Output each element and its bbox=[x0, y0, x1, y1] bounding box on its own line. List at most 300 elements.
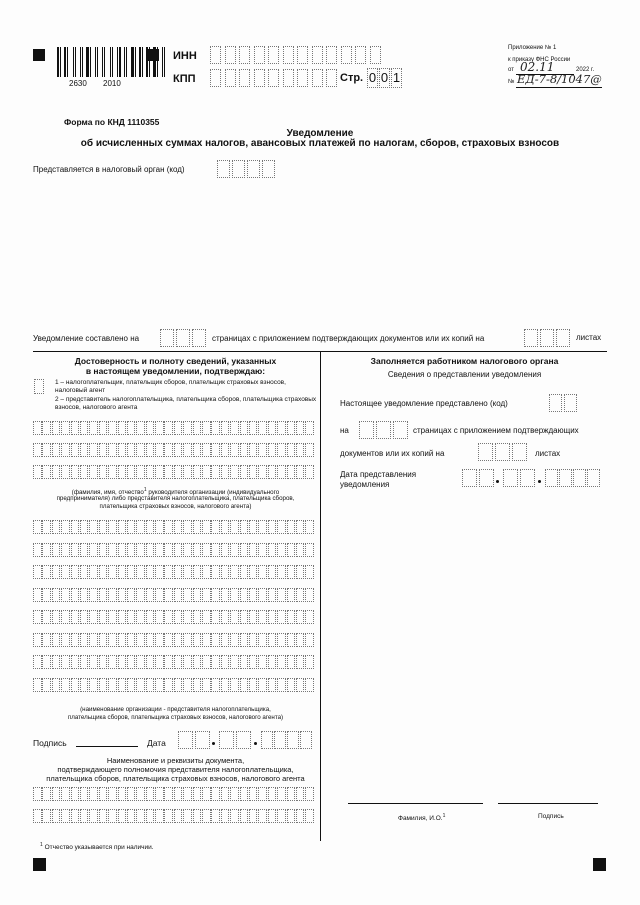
grid-cell[interactable] bbox=[174, 543, 183, 557]
grid-cell[interactable] bbox=[211, 678, 220, 692]
input-cell[interactable] bbox=[549, 394, 562, 412]
grid-cell[interactable] bbox=[183, 421, 192, 435]
grid-cell[interactable] bbox=[71, 787, 80, 801]
grid-cell[interactable] bbox=[211, 610, 220, 624]
officer-signature-line[interactable] bbox=[498, 803, 598, 804]
grid-cell[interactable] bbox=[52, 809, 61, 823]
grid-cell[interactable] bbox=[99, 809, 108, 823]
grid-cell[interactable] bbox=[118, 543, 127, 557]
grid-cell[interactable] bbox=[108, 809, 117, 823]
input-cell[interactable] bbox=[261, 731, 273, 749]
grid-cell[interactable] bbox=[61, 520, 70, 534]
grid-cell[interactable] bbox=[249, 633, 258, 647]
grid-cell[interactable] bbox=[183, 787, 192, 801]
grid-cell[interactable] bbox=[71, 610, 80, 624]
input-cell[interactable] bbox=[573, 469, 586, 487]
input-cell[interactable] bbox=[268, 46, 279, 64]
signer-type-cell[interactable] bbox=[34, 379, 44, 394]
input-cell[interactable] bbox=[479, 469, 494, 487]
grid-cell[interactable] bbox=[183, 465, 192, 479]
grid-cell[interactable] bbox=[183, 520, 192, 534]
input-cell[interactable] bbox=[297, 69, 308, 87]
input-cell[interactable] bbox=[247, 160, 260, 178]
grid-cell[interactable] bbox=[71, 678, 80, 692]
grid-cell[interactable] bbox=[240, 543, 249, 557]
grid-cell[interactable] bbox=[211, 565, 220, 579]
grid-cell[interactable] bbox=[277, 633, 286, 647]
grid-row[interactable] bbox=[33, 465, 315, 479]
grid-cell[interactable] bbox=[183, 610, 192, 624]
grid-row[interactable] bbox=[33, 520, 315, 534]
grid-cell[interactable] bbox=[240, 520, 249, 534]
input-cell[interactable] bbox=[283, 69, 294, 87]
grid-cell[interactable] bbox=[305, 655, 314, 669]
grid-cell[interactable] bbox=[42, 678, 51, 692]
grid-cell[interactable] bbox=[99, 520, 108, 534]
grid-cell[interactable] bbox=[183, 678, 192, 692]
input-cell[interactable] bbox=[478, 443, 493, 461]
grid-cell[interactable] bbox=[52, 465, 61, 479]
grid-cell[interactable] bbox=[33, 421, 42, 435]
grid-cell[interactable] bbox=[221, 610, 230, 624]
grid-cell[interactable] bbox=[118, 520, 127, 534]
grid-cell[interactable] bbox=[99, 610, 108, 624]
grid-cell[interactable] bbox=[277, 787, 286, 801]
grid-cell[interactable] bbox=[305, 520, 314, 534]
grid-cell[interactable] bbox=[89, 610, 98, 624]
grid-cell[interactable] bbox=[164, 610, 173, 624]
grid-cell[interactable] bbox=[193, 520, 202, 534]
grid-cell[interactable] bbox=[99, 787, 108, 801]
grid-cell[interactable] bbox=[80, 520, 89, 534]
input-cell[interactable] bbox=[210, 46, 221, 64]
grid-cell[interactable] bbox=[146, 465, 155, 479]
grid-cell[interactable] bbox=[287, 588, 296, 602]
grid-cell[interactable] bbox=[221, 443, 230, 457]
grid-cell[interactable] bbox=[42, 421, 51, 435]
input-cell[interactable] bbox=[176, 329, 190, 347]
grid-cell[interactable] bbox=[193, 787, 202, 801]
grid-cell[interactable] bbox=[52, 633, 61, 647]
input-cell[interactable] bbox=[287, 731, 299, 749]
input-cell[interactable] bbox=[520, 469, 535, 487]
grid-cell[interactable] bbox=[174, 610, 183, 624]
grid-cell[interactable] bbox=[146, 588, 155, 602]
grid-cell[interactable] bbox=[230, 421, 239, 435]
grid-cell[interactable] bbox=[221, 588, 230, 602]
grid-cell[interactable] bbox=[211, 543, 220, 557]
input-cell[interactable] bbox=[219, 731, 234, 749]
grid-cell[interactable] bbox=[108, 633, 117, 647]
grid-cell[interactable] bbox=[61, 787, 70, 801]
right-pages-cells[interactable] bbox=[359, 421, 410, 439]
grid-row[interactable] bbox=[33, 588, 315, 602]
grid-cell[interactable] bbox=[155, 610, 164, 624]
grid-cell[interactable] bbox=[211, 588, 220, 602]
grid-cell[interactable] bbox=[164, 787, 173, 801]
grid-row[interactable] bbox=[33, 787, 315, 801]
input-cell[interactable] bbox=[393, 421, 408, 439]
grid-cell[interactable] bbox=[33, 565, 42, 579]
grid-cell[interactable] bbox=[52, 678, 61, 692]
grid-cell[interactable] bbox=[287, 787, 296, 801]
grid-cell[interactable] bbox=[33, 809, 42, 823]
grid-cell[interactable] bbox=[164, 588, 173, 602]
grid-cell[interactable] bbox=[230, 610, 239, 624]
grid-cell[interactable] bbox=[287, 565, 296, 579]
grid-cell[interactable] bbox=[99, 588, 108, 602]
grid-cell[interactable] bbox=[136, 465, 145, 479]
grid-cell[interactable] bbox=[108, 610, 117, 624]
input-cell[interactable] bbox=[512, 443, 527, 461]
grid-cell[interactable] bbox=[240, 421, 249, 435]
grid-cell[interactable] bbox=[193, 588, 202, 602]
date-year-cells[interactable] bbox=[261, 731, 313, 749]
grid-cell[interactable] bbox=[127, 565, 136, 579]
input-cell[interactable] bbox=[217, 160, 230, 178]
grid-row[interactable] bbox=[33, 443, 315, 457]
grid-row[interactable] bbox=[33, 809, 315, 823]
grid-cell[interactable] bbox=[80, 809, 89, 823]
grid-cell[interactable] bbox=[221, 421, 230, 435]
grid-cell[interactable] bbox=[230, 543, 239, 557]
grid-cell[interactable] bbox=[61, 543, 70, 557]
grid-cell[interactable] bbox=[268, 588, 277, 602]
grid-cell[interactable] bbox=[71, 588, 80, 602]
submitted-code-cells[interactable] bbox=[549, 394, 579, 412]
submission-date-year[interactable] bbox=[545, 469, 601, 487]
grid-cell[interactable] bbox=[211, 443, 220, 457]
grid-cell[interactable] bbox=[277, 655, 286, 669]
grid-cell[interactable] bbox=[211, 465, 220, 479]
grid-cell[interactable] bbox=[277, 809, 286, 823]
grid-cell[interactable] bbox=[193, 633, 202, 647]
grid-cell[interactable] bbox=[146, 633, 155, 647]
grid-cell[interactable] bbox=[108, 520, 117, 534]
grid-cell[interactable] bbox=[287, 610, 296, 624]
grid-cell[interactable] bbox=[146, 421, 155, 435]
grid-cell[interactable] bbox=[240, 588, 249, 602]
grid-cell[interactable] bbox=[296, 809, 305, 823]
grid-cell[interactable] bbox=[146, 443, 155, 457]
grid-cell[interactable] bbox=[155, 588, 164, 602]
grid-cell[interactable] bbox=[127, 809, 136, 823]
grid-cell[interactable] bbox=[221, 787, 230, 801]
grid-cell[interactable] bbox=[42, 610, 51, 624]
grid-cell[interactable] bbox=[71, 465, 80, 479]
input-cell[interactable] bbox=[524, 329, 538, 347]
grid-cell[interactable] bbox=[287, 421, 296, 435]
grid-cell[interactable] bbox=[174, 655, 183, 669]
grid-cell[interactable] bbox=[61, 588, 70, 602]
grid-cell[interactable] bbox=[268, 633, 277, 647]
grid-cell[interactable] bbox=[89, 588, 98, 602]
grid-cell[interactable] bbox=[99, 678, 108, 692]
grid-cell[interactable] bbox=[42, 520, 51, 534]
grid-cell[interactable] bbox=[136, 421, 145, 435]
grid-cell[interactable] bbox=[61, 655, 70, 669]
grid-cell[interactable] bbox=[240, 465, 249, 479]
grid-row[interactable] bbox=[33, 421, 315, 435]
grid-cell[interactable] bbox=[296, 565, 305, 579]
grid-cell[interactable] bbox=[52, 421, 61, 435]
grid-cell[interactable] bbox=[118, 633, 127, 647]
grid-cell[interactable] bbox=[118, 787, 127, 801]
input-cell[interactable] bbox=[239, 69, 250, 87]
grid-cell[interactable] bbox=[221, 809, 230, 823]
grid-cell[interactable] bbox=[61, 443, 70, 457]
grid-cell[interactable] bbox=[258, 610, 267, 624]
grid-cell[interactable] bbox=[240, 443, 249, 457]
grid-cell[interactable] bbox=[80, 443, 89, 457]
grid-cell[interactable] bbox=[202, 520, 211, 534]
grid-cell[interactable] bbox=[146, 520, 155, 534]
grid-cell[interactable] bbox=[42, 787, 51, 801]
grid-cell[interactable] bbox=[202, 809, 211, 823]
grid-cell[interactable] bbox=[89, 655, 98, 669]
grid-cell[interactable] bbox=[80, 465, 89, 479]
inn-cells[interactable] bbox=[210, 46, 384, 64]
grid-cell[interactable] bbox=[202, 787, 211, 801]
right-sheets-cells[interactable] bbox=[478, 443, 529, 461]
date-day-cells[interactable] bbox=[178, 731, 212, 749]
grid-cell[interactable] bbox=[99, 633, 108, 647]
grid-cell[interactable] bbox=[202, 678, 211, 692]
grid-cell[interactable] bbox=[202, 588, 211, 602]
grid-cell[interactable] bbox=[33, 678, 42, 692]
grid-cell[interactable] bbox=[99, 465, 108, 479]
grid-cell[interactable] bbox=[268, 443, 277, 457]
grid-cell[interactable] bbox=[277, 421, 286, 435]
grid-cell[interactable] bbox=[296, 421, 305, 435]
grid-cell[interactable] bbox=[33, 633, 42, 647]
input-cell[interactable] bbox=[564, 394, 577, 412]
grid-cell[interactable] bbox=[277, 610, 286, 624]
grid-cell[interactable] bbox=[80, 633, 89, 647]
grid-cell[interactable] bbox=[146, 787, 155, 801]
grid-cell[interactable] bbox=[89, 543, 98, 557]
grid-cell[interactable] bbox=[296, 610, 305, 624]
grid-cell[interactable] bbox=[52, 565, 61, 579]
grid-cell[interactable] bbox=[61, 565, 70, 579]
grid-cell[interactable] bbox=[99, 565, 108, 579]
grid-cell[interactable] bbox=[164, 543, 173, 557]
grid-cell[interactable] bbox=[52, 655, 61, 669]
grid-cell[interactable] bbox=[287, 655, 296, 669]
grid-cell[interactable] bbox=[202, 655, 211, 669]
grid-cell[interactable] bbox=[99, 421, 108, 435]
grid-cell[interactable] bbox=[33, 465, 42, 479]
grid-cell[interactable] bbox=[277, 443, 286, 457]
grid-cell[interactable] bbox=[230, 787, 239, 801]
input-cell[interactable] bbox=[283, 46, 294, 64]
grid-cell[interactable] bbox=[42, 588, 51, 602]
grid-cell[interactable] bbox=[305, 787, 314, 801]
grid-cell[interactable] bbox=[80, 543, 89, 557]
grid-cell[interactable] bbox=[202, 610, 211, 624]
grid-cell[interactable] bbox=[155, 565, 164, 579]
grid-cell[interactable] bbox=[71, 443, 80, 457]
grid-cell[interactable] bbox=[268, 543, 277, 557]
grid-cell[interactable] bbox=[164, 443, 173, 457]
grid-cell[interactable] bbox=[136, 787, 145, 801]
grid-cell[interactable] bbox=[258, 565, 267, 579]
grid-cell[interactable] bbox=[277, 565, 286, 579]
grid-cell[interactable] bbox=[202, 543, 211, 557]
input-cell[interactable] bbox=[210, 69, 221, 87]
grid-cell[interactable] bbox=[108, 655, 117, 669]
grid-cell[interactable] bbox=[230, 588, 239, 602]
grid-cell[interactable] bbox=[52, 543, 61, 557]
input-cell[interactable] bbox=[359, 421, 374, 439]
grid-cell[interactable] bbox=[71, 633, 80, 647]
grid-cell[interactable] bbox=[127, 655, 136, 669]
grid-cell[interactable] bbox=[305, 543, 314, 557]
grid-cell[interactable] bbox=[305, 443, 314, 457]
grid-cell[interactable] bbox=[61, 809, 70, 823]
grid-cell[interactable] bbox=[296, 678, 305, 692]
grid-cell[interactable] bbox=[193, 565, 202, 579]
input-cell[interactable] bbox=[326, 46, 337, 64]
grid-cell[interactable] bbox=[268, 678, 277, 692]
grid-cell[interactable] bbox=[230, 809, 239, 823]
grid-cell[interactable] bbox=[249, 787, 258, 801]
grid-cell[interactable] bbox=[230, 443, 239, 457]
grid-cell[interactable] bbox=[202, 465, 211, 479]
grid-cell[interactable] bbox=[89, 465, 98, 479]
input-cell[interactable] bbox=[178, 731, 193, 749]
grid-cell[interactable] bbox=[249, 443, 258, 457]
grid-cell[interactable] bbox=[80, 588, 89, 602]
grid-cell[interactable] bbox=[118, 809, 127, 823]
grid-cell[interactable] bbox=[221, 655, 230, 669]
grid-cell[interactable] bbox=[52, 588, 61, 602]
grid-cell[interactable] bbox=[305, 809, 314, 823]
grid-cell[interactable] bbox=[146, 610, 155, 624]
grid-cell[interactable] bbox=[268, 655, 277, 669]
grid-cell[interactable] bbox=[221, 633, 230, 647]
grid-cell[interactable] bbox=[268, 787, 277, 801]
grid-cell[interactable] bbox=[183, 633, 192, 647]
grid-cell[interactable] bbox=[174, 588, 183, 602]
grid-cell[interactable] bbox=[42, 655, 51, 669]
grid-cell[interactable] bbox=[33, 588, 42, 602]
grid-cell[interactable] bbox=[127, 421, 136, 435]
grid-cell[interactable] bbox=[183, 443, 192, 457]
grid-cell[interactable] bbox=[42, 543, 51, 557]
grid-cell[interactable] bbox=[33, 520, 42, 534]
grid-cell[interactable] bbox=[71, 565, 80, 579]
grid-cell[interactable] bbox=[305, 588, 314, 602]
grid-cell[interactable] bbox=[155, 787, 164, 801]
input-cell[interactable] bbox=[556, 329, 570, 347]
input-cell[interactable] bbox=[254, 46, 265, 64]
grid-cell[interactable] bbox=[80, 610, 89, 624]
input-cell[interactable] bbox=[312, 46, 323, 64]
grid-cell[interactable] bbox=[287, 633, 296, 647]
grid-cell[interactable] bbox=[136, 443, 145, 457]
grid-cell[interactable] bbox=[118, 421, 127, 435]
grid-row[interactable] bbox=[33, 565, 315, 579]
input-cell[interactable] bbox=[587, 469, 600, 487]
grid-cell[interactable] bbox=[277, 520, 286, 534]
grid-cell[interactable] bbox=[249, 465, 258, 479]
grid-cell[interactable] bbox=[258, 787, 267, 801]
grid-cell[interactable] bbox=[155, 633, 164, 647]
grid-cell[interactable] bbox=[249, 520, 258, 534]
input-cell[interactable] bbox=[268, 69, 279, 87]
grid-cell[interactable] bbox=[118, 588, 127, 602]
grid-cell[interactable] bbox=[277, 543, 286, 557]
grid-cell[interactable] bbox=[136, 543, 145, 557]
grid-cell[interactable] bbox=[202, 421, 211, 435]
submission-date-month[interactable] bbox=[503, 469, 537, 487]
grid-cell[interactable] bbox=[155, 421, 164, 435]
grid-cell[interactable] bbox=[155, 443, 164, 457]
grid-cell[interactable] bbox=[108, 543, 117, 557]
grid-cell[interactable] bbox=[42, 809, 51, 823]
input-cell[interactable] bbox=[232, 160, 245, 178]
grid-cell[interactable] bbox=[52, 787, 61, 801]
grid-cell[interactable] bbox=[118, 678, 127, 692]
grid-cell[interactable] bbox=[230, 565, 239, 579]
grid-cell[interactable] bbox=[127, 520, 136, 534]
grid-cell[interactable] bbox=[108, 421, 117, 435]
grid-cell[interactable] bbox=[155, 678, 164, 692]
grid-cell[interactable] bbox=[89, 633, 98, 647]
grid-cell[interactable] bbox=[71, 655, 80, 669]
grid-cell[interactable] bbox=[287, 443, 296, 457]
grid-cell[interactable] bbox=[268, 610, 277, 624]
submission-date-day[interactable] bbox=[462, 469, 496, 487]
grid-cell[interactable] bbox=[258, 655, 267, 669]
grid-cell[interactable] bbox=[240, 678, 249, 692]
grid-cell[interactable] bbox=[296, 787, 305, 801]
grid-cell[interactable] bbox=[118, 443, 127, 457]
grid-cell[interactable] bbox=[71, 421, 80, 435]
grid-cell[interactable] bbox=[42, 565, 51, 579]
grid-cell[interactable] bbox=[249, 678, 258, 692]
grid-cell[interactable] bbox=[211, 421, 220, 435]
grid-cell[interactable] bbox=[136, 809, 145, 823]
grid-cell[interactable] bbox=[80, 565, 89, 579]
grid-cell[interactable] bbox=[164, 678, 173, 692]
input-cell[interactable] bbox=[370, 46, 381, 64]
grid-cell[interactable] bbox=[89, 678, 98, 692]
grid-cell[interactable] bbox=[42, 443, 51, 457]
grid-cell[interactable] bbox=[211, 520, 220, 534]
grid-cell[interactable] bbox=[240, 809, 249, 823]
grid-cell[interactable] bbox=[305, 633, 314, 647]
input-cell[interactable] bbox=[559, 469, 572, 487]
grid-cell[interactable] bbox=[230, 633, 239, 647]
grid-cell[interactable] bbox=[258, 543, 267, 557]
input-cell[interactable] bbox=[160, 329, 174, 347]
input-cell[interactable] bbox=[376, 421, 391, 439]
grid-cell[interactable] bbox=[174, 787, 183, 801]
grid-cell[interactable] bbox=[277, 465, 286, 479]
grid-cell[interactable] bbox=[183, 565, 192, 579]
input-cell[interactable] bbox=[341, 46, 352, 64]
grid-cell[interactable] bbox=[146, 543, 155, 557]
grid-cell[interactable] bbox=[127, 633, 136, 647]
grid-cell[interactable] bbox=[42, 465, 51, 479]
grid-cell[interactable] bbox=[183, 543, 192, 557]
grid-cell[interactable] bbox=[268, 809, 277, 823]
grid-cell[interactable] bbox=[80, 678, 89, 692]
grid-cell[interactable] bbox=[89, 520, 98, 534]
grid-cell[interactable] bbox=[230, 465, 239, 479]
